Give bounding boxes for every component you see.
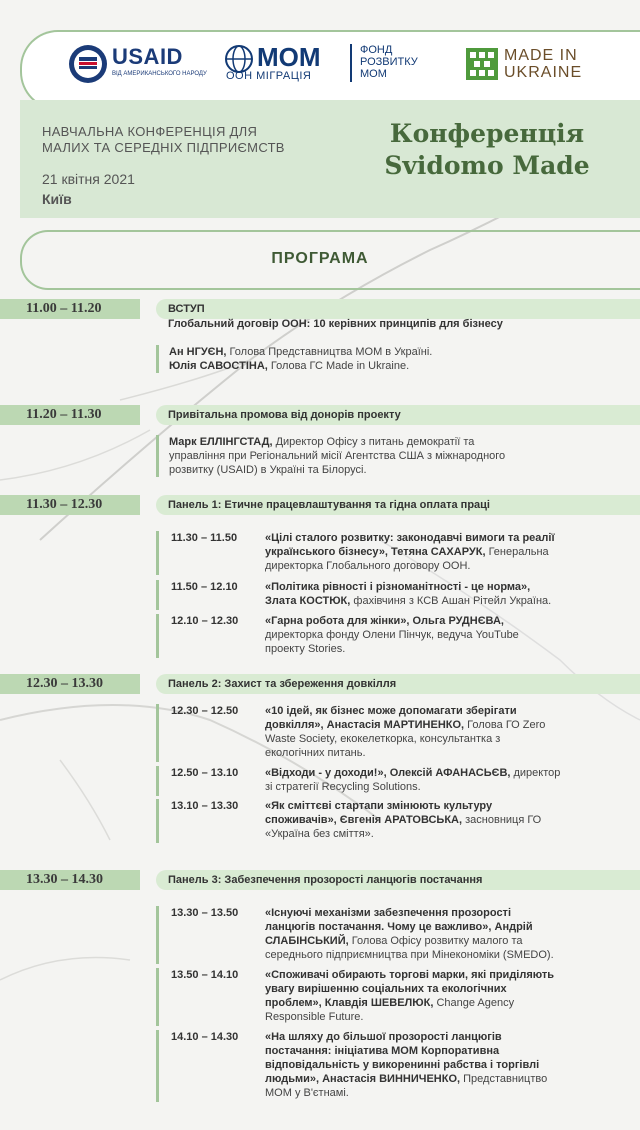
iom-name: МОМ — [257, 42, 321, 72]
fund-line2: РОЗВИТКУ — [360, 56, 418, 68]
entry-role: директорка фонду Олени Пінчук, ведуча YouTube — [265, 629, 519, 641]
entry-speaker: споживачів», Євгенія АРАТОВСЬКА, — [265, 814, 463, 826]
entry-role: директор — [510, 767, 561, 779]
session-4-entry-1 — [156, 704, 629, 762]
entry-time: 14.10 – 14.30 — [171, 1031, 239, 1043]
entry-role-line: «Україна без сміття». — [265, 828, 374, 840]
session-4-time: 12.30 – 13.30 — [26, 676, 103, 691]
fund-line3: МОМ — [360, 68, 387, 80]
entry-role-line: Responsible Future. — [265, 1011, 364, 1023]
conference-subtitle-line2: МАЛИХ ТА СЕРЕДНІХ ПІДПРИЄМСТВ — [42, 140, 285, 155]
session-4-entry-2 — [156, 766, 629, 796]
entry-title: «Споживачі обирають торгові марки, які приділяють — [265, 969, 555, 981]
session-1-speakers — [156, 345, 619, 373]
usaid-logo — [68, 44, 108, 89]
entry-time: 13.30 – 13.50 — [171, 907, 239, 919]
entry-role: Генеральна — [485, 546, 549, 558]
entry-role: засновниця ГО — [462, 814, 542, 826]
logo-divider — [350, 44, 352, 82]
session-3-entry-3 — [156, 614, 629, 658]
fund-line1: ФОНД — [360, 44, 393, 56]
program-title: ПРОГРАМА — [271, 250, 369, 267]
entry-title-line: відповідальність у викоренинні рабства і торгівлі — [265, 1059, 540, 1071]
entry-title: «Політика рівності і різноманітності - це норма», — [265, 581, 531, 593]
entry-time: 12.50 – 13.10 — [171, 767, 239, 779]
entry-time: 11.30 – 11.50 — [171, 532, 238, 544]
session-1-time: 11.00 – 11.20 — [26, 301, 102, 316]
speaker-role-line2: управління при Регіональний місії Агентства США з міжнародного — [169, 450, 506, 462]
entry-role-line: МОМ у В'єтнамі. — [265, 1087, 349, 1099]
entry-time: 13.50 – 14.10 — [171, 969, 239, 981]
session-5-bar — [0, 870, 640, 890]
entry-title-line: постачання: ініціатива МОМ Корпоративна — [265, 1045, 500, 1057]
session-4-bar — [0, 674, 640, 694]
entry-role-line: проекту Stories. — [265, 643, 346, 655]
speaker-role: Директор Офісу з питань демократії та — [272, 436, 475, 448]
entry-title: «Цілі сталого розвитку: законодавчі вимоги та реалії — [265, 532, 555, 544]
session-5-entry-2 — [156, 968, 629, 1026]
miu-line2: UKRAINE — [504, 64, 583, 81]
conference-title-line1: Конференція — [389, 119, 585, 148]
speaker-name: Марк ЕЛЛІНГСТАД, — [169, 436, 273, 448]
session-2-time: 11.20 – 11.30 — [26, 407, 102, 422]
session-3-title: Панель 1: Етичне працевлаштування та гідна оплата праці — [168, 499, 490, 511]
entry-title: «На шляху до більшої прозорості ланцюгів — [265, 1031, 502, 1043]
entry-speaker: СЛАБІНСЬКИЙ, — [265, 935, 349, 947]
made-in-ukraine-text — [504, 47, 582, 81]
session-3-entry-2 — [156, 580, 629, 610]
entry-speaker: людьми», Анастасія ВИННИЧЕНКО, — [265, 1073, 461, 1085]
made-in-ukraine-logo — [466, 48, 498, 85]
entry-role: фахівчиня з КСВ Ашан Рітейл Україна. — [350, 595, 552, 607]
usaid-seal-icon — [68, 44, 108, 84]
session-5-entry-1 — [156, 906, 629, 964]
speaker-role: Голова Представництва МОМ в Україні. — [226, 346, 433, 358]
entry-title: «10 ідей, як бізнес може допомагати зберігати — [265, 705, 517, 717]
entry-title-line: ланцюгів постачання. Чому це важливо», Андрій — [265, 921, 533, 933]
conference-title — [352, 118, 622, 182]
entry-speaker: довкілля», Анастасія МАРТИНЕНКО, — [265, 719, 465, 731]
miu-line1: MADE IN — [504, 47, 578, 64]
entry-time: 13.10 – 13.30 — [171, 800, 239, 812]
ornament-icon — [466, 48, 498, 80]
fund-logo — [360, 44, 418, 80]
iom-subtitle: ООН МІГРАЦІЯ — [226, 70, 312, 82]
speaker-name: Юлія САВОСТІНА, — [169, 360, 268, 372]
entry-role-line: екологічних питань. — [265, 747, 366, 759]
entry-role-line: Waste Society, екокелеткорка, консультантка з — [265, 733, 501, 745]
session-3-time: 11.30 – 12.30 — [26, 497, 103, 512]
entry-role: Голова ГО Zero — [464, 719, 546, 731]
entry-title: «Як сміттєві стартапи змінюють культуру — [265, 800, 493, 812]
entry-role: Представництво — [460, 1073, 548, 1085]
entry-role: Change Agency — [433, 997, 515, 1009]
session-5-entry-3 — [156, 1030, 629, 1102]
entry-speaker: проблем», Клавдія ШЕВЕЛЮК, — [265, 997, 434, 1009]
session-2-bar — [0, 405, 640, 425]
entry-title-line: увагу вирішенню соціальних та екологічних — [265, 983, 507, 995]
entry-time: 12.30 – 12.50 — [171, 705, 239, 717]
entry-speaker: українського бізнесу», Тетяна САХАРУК, — [265, 546, 486, 558]
session-1-title-line2: Глобальний договір ООН: 10 керівних принципів для бізнесу — [168, 318, 503, 330]
entry-role-line: середнього підприємництва при Мінекономіки (SMEDO). — [265, 949, 554, 961]
entry-role: Голова Офісу розвитку малого та — [348, 935, 523, 947]
session-4-entry-3 — [156, 799, 629, 843]
usaid-name: USAID — [112, 44, 183, 69]
conference-city: Київ — [42, 191, 72, 207]
session-5-time: 13.30 – 14.30 — [26, 872, 103, 887]
session-3-bar — [0, 495, 640, 515]
entry-speaker: Злата КОСТЮК, — [265, 595, 351, 607]
session-1-title-line1: ВСТУП — [168, 303, 205, 315]
session-2-speaker — [156, 435, 619, 477]
entry-time: 11.50 – 12.10 — [171, 581, 238, 593]
conference-date: 21 квітня 2021 — [42, 171, 135, 187]
speaker-role-line3: розвитку (USAID) в Україні та Білорусі. — [169, 464, 367, 476]
speaker-role: Голова ГС Made in Ukraine. — [267, 360, 410, 372]
entry-time: 12.10 – 12.30 — [171, 615, 239, 627]
entry-role-line: зі стратегії Recycling Solutions. — [265, 781, 421, 793]
session-2-title: Привітальна промова від донорів проекту — [168, 409, 401, 421]
usaid-tagline: ВІД АМЕРИКАНСЬКОГО НАРОДУ — [112, 71, 207, 77]
session-3-entry-1 — [156, 531, 629, 575]
conference-subtitle-line1: НАВЧАЛЬНА КОНФЕРЕНЦІЯ ДЛЯ — [42, 124, 258, 139]
conference-title-line2: Svidomo Made — [384, 151, 590, 180]
entry-title-speaker: «Відходи - у доходи!», Олексій АФАНАСЬЄВ, — [265, 767, 511, 779]
session-5-title: Панель 3: Забезпечення прозорості ланцюгів постачання — [168, 874, 483, 886]
conference-subtitle — [42, 124, 342, 156]
session-4-title: Панель 2: Захист та збереження довкілля — [168, 678, 397, 690]
entry-title-speaker: «Гарна робота для жінки», Ольга РУДНЄВА, — [265, 615, 504, 627]
speaker-name: Ан НГУЄН, — [169, 346, 227, 358]
entry-title: «Існуючі механізми забезпечення прозорості — [265, 907, 512, 919]
entry-role-line: директорка Глобального договору ООН. — [265, 560, 471, 572]
session-1-bar — [0, 299, 640, 319]
